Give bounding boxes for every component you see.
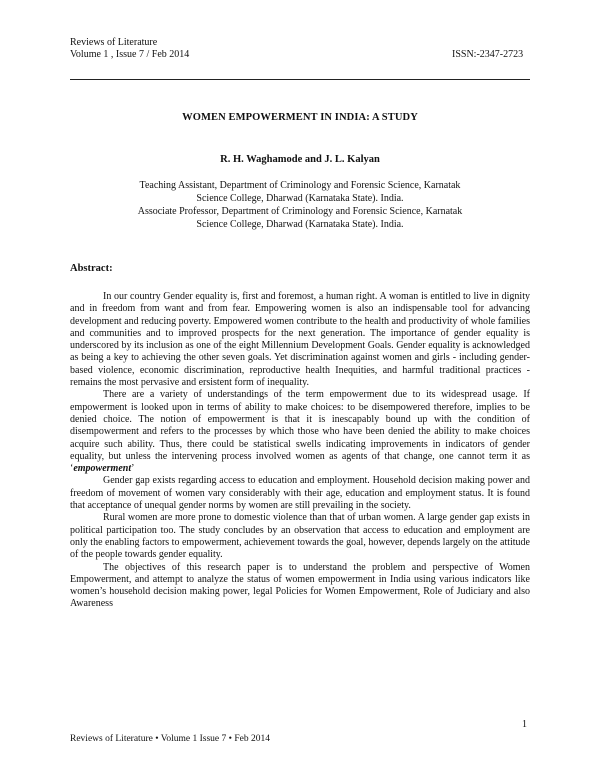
paragraph: In our country Gender equality is, first and foremost, a human right. A woman is entitled to live in dignity and in freedom from want and from fear. Empowering women is also an indispensable tool for advancing development and reducing poverty. Empowered women contribute to the health and productivity of whole families and communities and to improved prospects for the next generation. The importance of gender equality is underscored by its inclusion as one of the eight Millennium Development Goals. Gender equality is acknowledged as being a key to achieving the other seven goals. Yet discrimination against women and girls - including gender-based violence, economic discrimination, reproductive health Inequities, and harmful traditional practices - remains the most pervasive and ersistent form of inequality. — [70, 291, 530, 389]
abstract-heading: Abstract: — [70, 263, 113, 274]
affiliation-line: Science College, Dharwad (Karnataka State). India. — [196, 193, 404, 205]
journal-name: Reviews of Literature — [70, 37, 158, 48]
affiliation-line: Associate Professor, Department of Criminology and Forensic Science, Karnatak — [137, 206, 463, 218]
closing-quote: ’ — [131, 463, 135, 475]
header-divider — [70, 79, 530, 80]
page-number: 1 — [522, 719, 527, 730]
paragraph: The objectives of this research paper is to understand the problem and perspective of Women Empowerment, and attempt to analyze the status of women empowerment in India using various indicators like women’s household decision making power, legal Policies for Women Empowerment, Role of Judiciary and also Awareness — [70, 561, 530, 610]
affiliation-line: Teaching Assistant, Department of Criminology and Forensic Science, Karnatak — [139, 180, 461, 191]
affiliations — [70, 179, 530, 231]
paragraph: Rural women are more prone to domestic violence than that of urban women. A large gender gap exists in political participation too. The study concludes by an observation that access to education and employment are only the enabling factors to empowerment, achievement towards the goal, however, depends largely on the attitude of the people towards gender equality. — [70, 512, 530, 561]
page-footer: Reviews of Literature • Volume 1 Issue 7 • Feb 2014 — [70, 734, 270, 744]
paper-title: WOMEN EMPOWERMENT IN INDIA: A STUDY — [182, 112, 418, 123]
issn: ISSN:-2347-2723 — [452, 49, 524, 60]
volume-issue: Volume 1 , Issue 7 / Feb 2014 — [70, 49, 190, 60]
abstract-body — [70, 291, 530, 611]
authors: R. H. Waghamode and J. L. Kalyan — [220, 154, 380, 165]
emphasis-term: empowerment — [73, 463, 132, 475]
affiliation-line: Science College, Dharwad (Karnataka State). India. — [196, 219, 404, 231]
paragraph — [70, 389, 530, 475]
paragraph-text: There are a variety of understandings of the term empowerment due to its widespread usage. If empowerment is looked upon in terms of ability to make choices: to be disempowered therefore, implies to be denied choice. The notion of empowerment is that it is inescapably bound up with the condition of disempowerment and refers to the processes by which those who have been denied the ability to make choices acquire such ability. Thus, there could be statistical swells indicating improvements in indicators of gender equality, but unless the intervening process involved women as agents of that change, one cannot term it as ‘ — [70, 389, 530, 475]
paragraph: Gender gap exists regarding access to education and employment. Household decision making power and freedom of movement of women vary considerably with their age, education and employment status. It is found that acceptance of unequal gender norms by women are still prevailing in the society. — [70, 475, 530, 512]
